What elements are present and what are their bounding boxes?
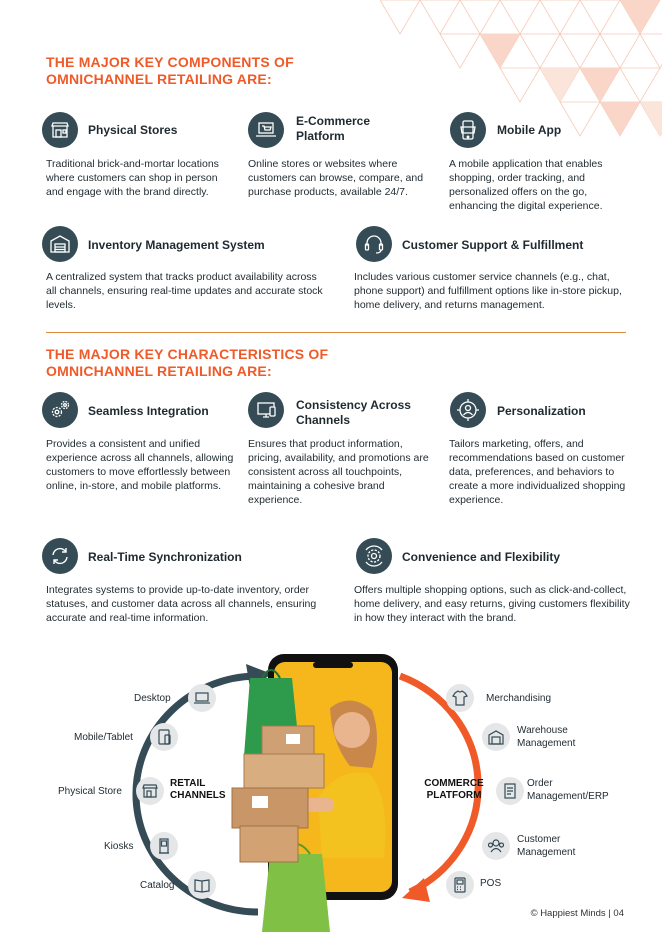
commerce-platform-label: COMMERCE PLATFORM <box>424 778 484 801</box>
convenience-title: Convenience and Flexibility <box>402 550 561 564</box>
merchandising-icon <box>446 684 474 712</box>
ecommerce-desc: Online stores or websites where customers can browse, compare, and purchase products, available 24/7. <box>248 158 424 198</box>
commerce-item-warehouse: Warehouse Management <box>517 725 576 749</box>
section-divider <box>46 332 626 333</box>
retail-item-desktop: Desktop <box>134 693 171 704</box>
physical-stores-title: Physical Stores <box>88 123 178 137</box>
commerce-item-customer-management: Customer Management <box>517 834 576 858</box>
mobile-app-icon <box>450 112 486 148</box>
target-user-icon <box>450 392 486 428</box>
retail-channels-label: RETAIL CHANNELS <box>170 778 226 801</box>
convenience-desc: Offers multiple shopping options, such as click-and-collect, home delivery, and easy returns, giving customers flexibility in how they interact with the brand. <box>354 584 630 624</box>
desktop-icon <box>188 684 216 712</box>
cog-flex-icon <box>356 538 392 574</box>
mobile-app-desc: A mobile application that enables shopping, order tracking, and personalized offers on the go, enhancing the digital experience. <box>449 158 603 212</box>
characteristics-heading: THE MAJOR KEY CHARACTERISTICS OF OMNICHANNEL RETAILING ARE: <box>46 346 329 379</box>
kiosk-icon <box>150 832 178 860</box>
ecommerce-title: E-Commerce Platform <box>296 114 371 143</box>
seamless-integration-title: Seamless Integration <box>88 404 209 418</box>
retail-item-catalog: Catalog <box>140 880 175 891</box>
retail-item-physical-store: Physical Store <box>58 786 122 797</box>
inventory-desc: A centralized system that tracks product availability across all channels, ensuring real-time updates and accurate stock levels. <box>46 271 323 311</box>
warehouse-mgmt-icon <box>482 723 510 751</box>
physical-stores-desc: Traditional brick-and-mortar locations where customers can shop in person and engage with the brand directly. <box>46 158 219 198</box>
realtime-sync-title: Real-Time Synchronization <box>88 550 242 564</box>
inventory-title: Inventory Management System <box>88 238 265 252</box>
headset-icon <box>356 226 392 262</box>
personalization-title: Personalization <box>497 404 586 418</box>
sync-icon <box>42 538 78 574</box>
consistency-desc: Ensures that product information, pricing, availability, and promotions are consistent across all touchpoints, maintaining a cohesive brand experience. <box>248 438 429 506</box>
pos-icon <box>446 871 474 899</box>
retail-item-mobile-tablet: Mobile/Tablet <box>74 732 133 743</box>
catalog-icon <box>188 871 216 899</box>
warehouse-icon <box>42 226 78 262</box>
consistency-title: Consistency Across Channels <box>296 398 411 427</box>
footer-text: © Happiest Minds | 04 <box>530 908 624 919</box>
tablet-icon <box>150 723 178 751</box>
commerce-item-pos: POS <box>480 878 502 889</box>
devices-icon <box>248 392 284 428</box>
laptop-cart-icon <box>248 112 284 148</box>
physical-store-icon <box>136 777 164 805</box>
store-icon <box>42 112 78 148</box>
personalization-desc: Tailors marketing, offers, and recommendations based on customer data, preferences, and behaviors to create a more individualized shopping experience. <box>449 438 626 506</box>
realtime-sync-desc: Integrates systems to provide up-to-date inventory, order statuses, and customer data across all channels, ensuring accurate and real-time information. <box>46 584 317 624</box>
retail-item-kiosks: Kiosks <box>104 841 134 852</box>
commerce-item-order-management: Order Management/ERP <box>527 778 609 802</box>
order-management-icon <box>496 777 524 805</box>
customer-support-title: Customer Support & Fulfillment <box>402 238 584 252</box>
mobile-app-title: Mobile App <box>497 123 562 137</box>
commerce-item-merchandising: Merchandising <box>486 693 552 704</box>
customer-support-desc: Includes various customer service channels (e.g., chat, phone support) and fulfillment options like in-store pickup, home delivery, and returns management. <box>354 271 622 311</box>
gears-icon <box>42 392 78 428</box>
seamless-integration-desc: Provides a consistent and unified experience across all channels, allowing customers to move effortlessly between online, in-store, and mobile platforms. <box>46 438 234 492</box>
customer-management-icon <box>482 832 510 860</box>
components-heading: THE MAJOR KEY COMPONENTS OF OMNICHANNEL RETAILING ARE: <box>46 54 294 87</box>
